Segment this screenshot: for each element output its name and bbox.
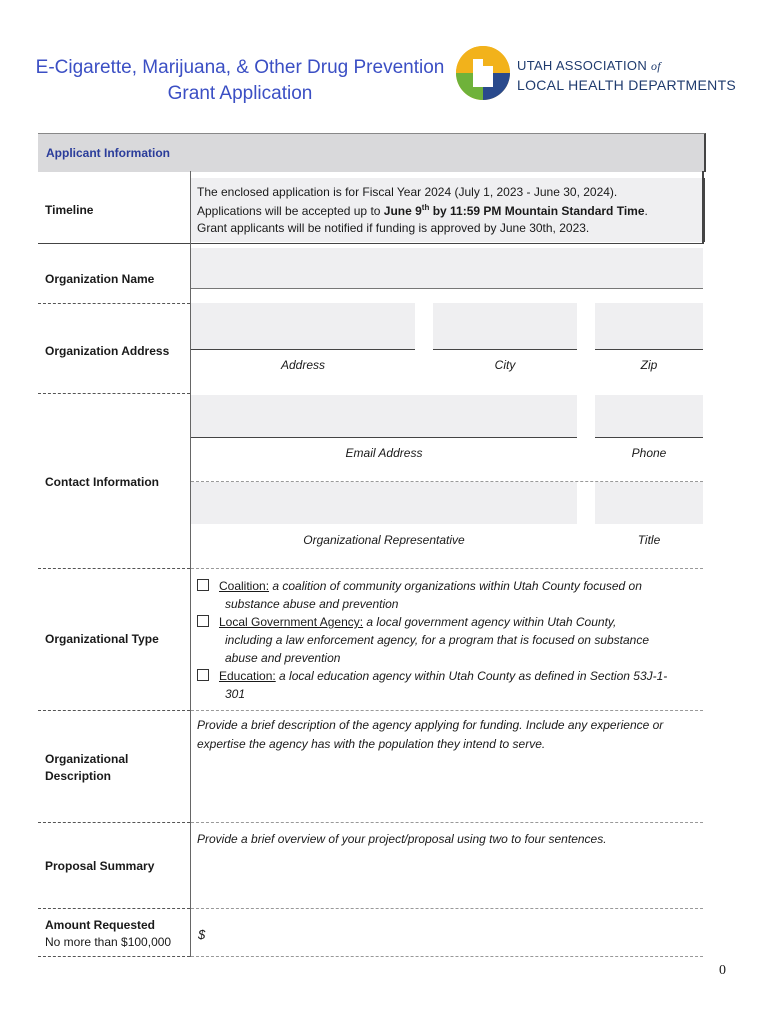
- amount-label: Amount Requested: [45, 918, 156, 932]
- timeline-label: Timeline: [45, 203, 94, 217]
- logo-text-line2: LOCAL HEALTH DEPARTMENTS: [517, 77, 737, 93]
- amount-field[interactable]: $: [198, 927, 206, 942]
- education-checkbox[interactable]: [197, 669, 209, 681]
- title-line-2: Grant Application: [167, 83, 313, 104]
- divider: [38, 393, 190, 394]
- zip-input[interactable]: [595, 303, 703, 349]
- divider: [191, 710, 703, 711]
- utah-logo-icon: [455, 44, 511, 102]
- email-input[interactable]: [191, 395, 577, 437]
- amount-sublabel: No more than $100,000: [45, 935, 172, 949]
- org-name-label: Organization Name: [45, 272, 155, 286]
- representative-input[interactable]: [191, 482, 577, 524]
- address-caption: Address: [280, 358, 326, 372]
- org-desc-label: Organizational Description: [45, 752, 129, 783]
- city-caption: City: [494, 358, 516, 372]
- section-title: Applicant Information: [46, 146, 170, 160]
- divider: [191, 437, 577, 438]
- representative-caption: Organizational Representative: [303, 533, 465, 547]
- timeline-line-1: The enclosed application is for Fiscal Year 2024 (July 1, 2023 - June 30, 2024).: [197, 185, 618, 199]
- title-caption: Title: [637, 533, 661, 547]
- contact-label: Contact Information: [45, 475, 159, 489]
- divider: [191, 822, 703, 823]
- divider: [38, 822, 190, 823]
- divider: [191, 568, 703, 569]
- title-input[interactable]: [595, 482, 703, 524]
- address-input[interactable]: [191, 303, 415, 349]
- divider: [191, 956, 703, 957]
- right-border: [702, 171, 704, 244]
- divider: [191, 908, 703, 909]
- city-input[interactable]: [433, 303, 577, 349]
- org-desc-field[interactable]: Provide a brief description of the agency applying for funding. Include any experience or expertise the agency has with the population they intend to serve.: [197, 718, 664, 751]
- phone-caption: Phone: [631, 446, 667, 460]
- proposal-label: Proposal Summary: [45, 859, 155, 873]
- column-divider: [190, 171, 191, 957]
- divider: [191, 349, 415, 350]
- title-line-1: E-Cigarette, Marijuana, & Other Drug Prevention: [35, 57, 445, 78]
- option-education: Education: a local education agency within Utah County as defined in Section 53J-1- 301: [197, 667, 667, 703]
- page-number: 0: [719, 963, 726, 978]
- divider: [38, 243, 704, 244]
- section-header: [38, 133, 706, 172]
- divider: [595, 437, 703, 438]
- divider: [38, 908, 190, 909]
- divider: [433, 349, 577, 350]
- phone-input[interactable]: [595, 395, 703, 437]
- option-coalition: Coalition: a coalition of community organizations within Utah County focused on substance abuse and prevention: [197, 577, 642, 613]
- divider: [38, 568, 190, 569]
- org-name-input[interactable]: [191, 248, 703, 288]
- divider: [191, 288, 703, 289]
- timeline-line-2: Applications will be accepted up to June 9th by 11:59 PM Mountain Standard Time.: [197, 203, 648, 218]
- org-address-label: Organization Address: [45, 344, 170, 358]
- document-title: [30, 55, 450, 107]
- divider: [38, 303, 190, 304]
- logo-text-of: of: [650, 59, 661, 73]
- proposal-field[interactable]: Provide a brief overview of your project/proposal using two to four sentences.: [197, 832, 607, 846]
- divider: [595, 349, 703, 350]
- divider: [38, 956, 190, 957]
- coalition-checkbox[interactable]: [197, 579, 209, 591]
- timeline-text-box: [191, 178, 705, 242]
- organization-logo: [455, 44, 745, 102]
- logo-text-line1: UTAH ASSOCIATION: [517, 58, 648, 73]
- org-type-label: Organizational Type: [45, 632, 159, 646]
- zip-caption: Zip: [640, 358, 658, 372]
- option-local-government: Local Government Agency: a local government agency within Utah County, including a law enforcement agency, for a program that is focused on substance abuse and prevention: [197, 613, 649, 667]
- divider: [38, 710, 190, 711]
- timeline-line-3: Grant applicants will be notified if funding is approved by June 30th, 2023.: [197, 221, 590, 235]
- local-government-checkbox[interactable]: [197, 615, 209, 627]
- email-caption: Email Address: [345, 446, 423, 460]
